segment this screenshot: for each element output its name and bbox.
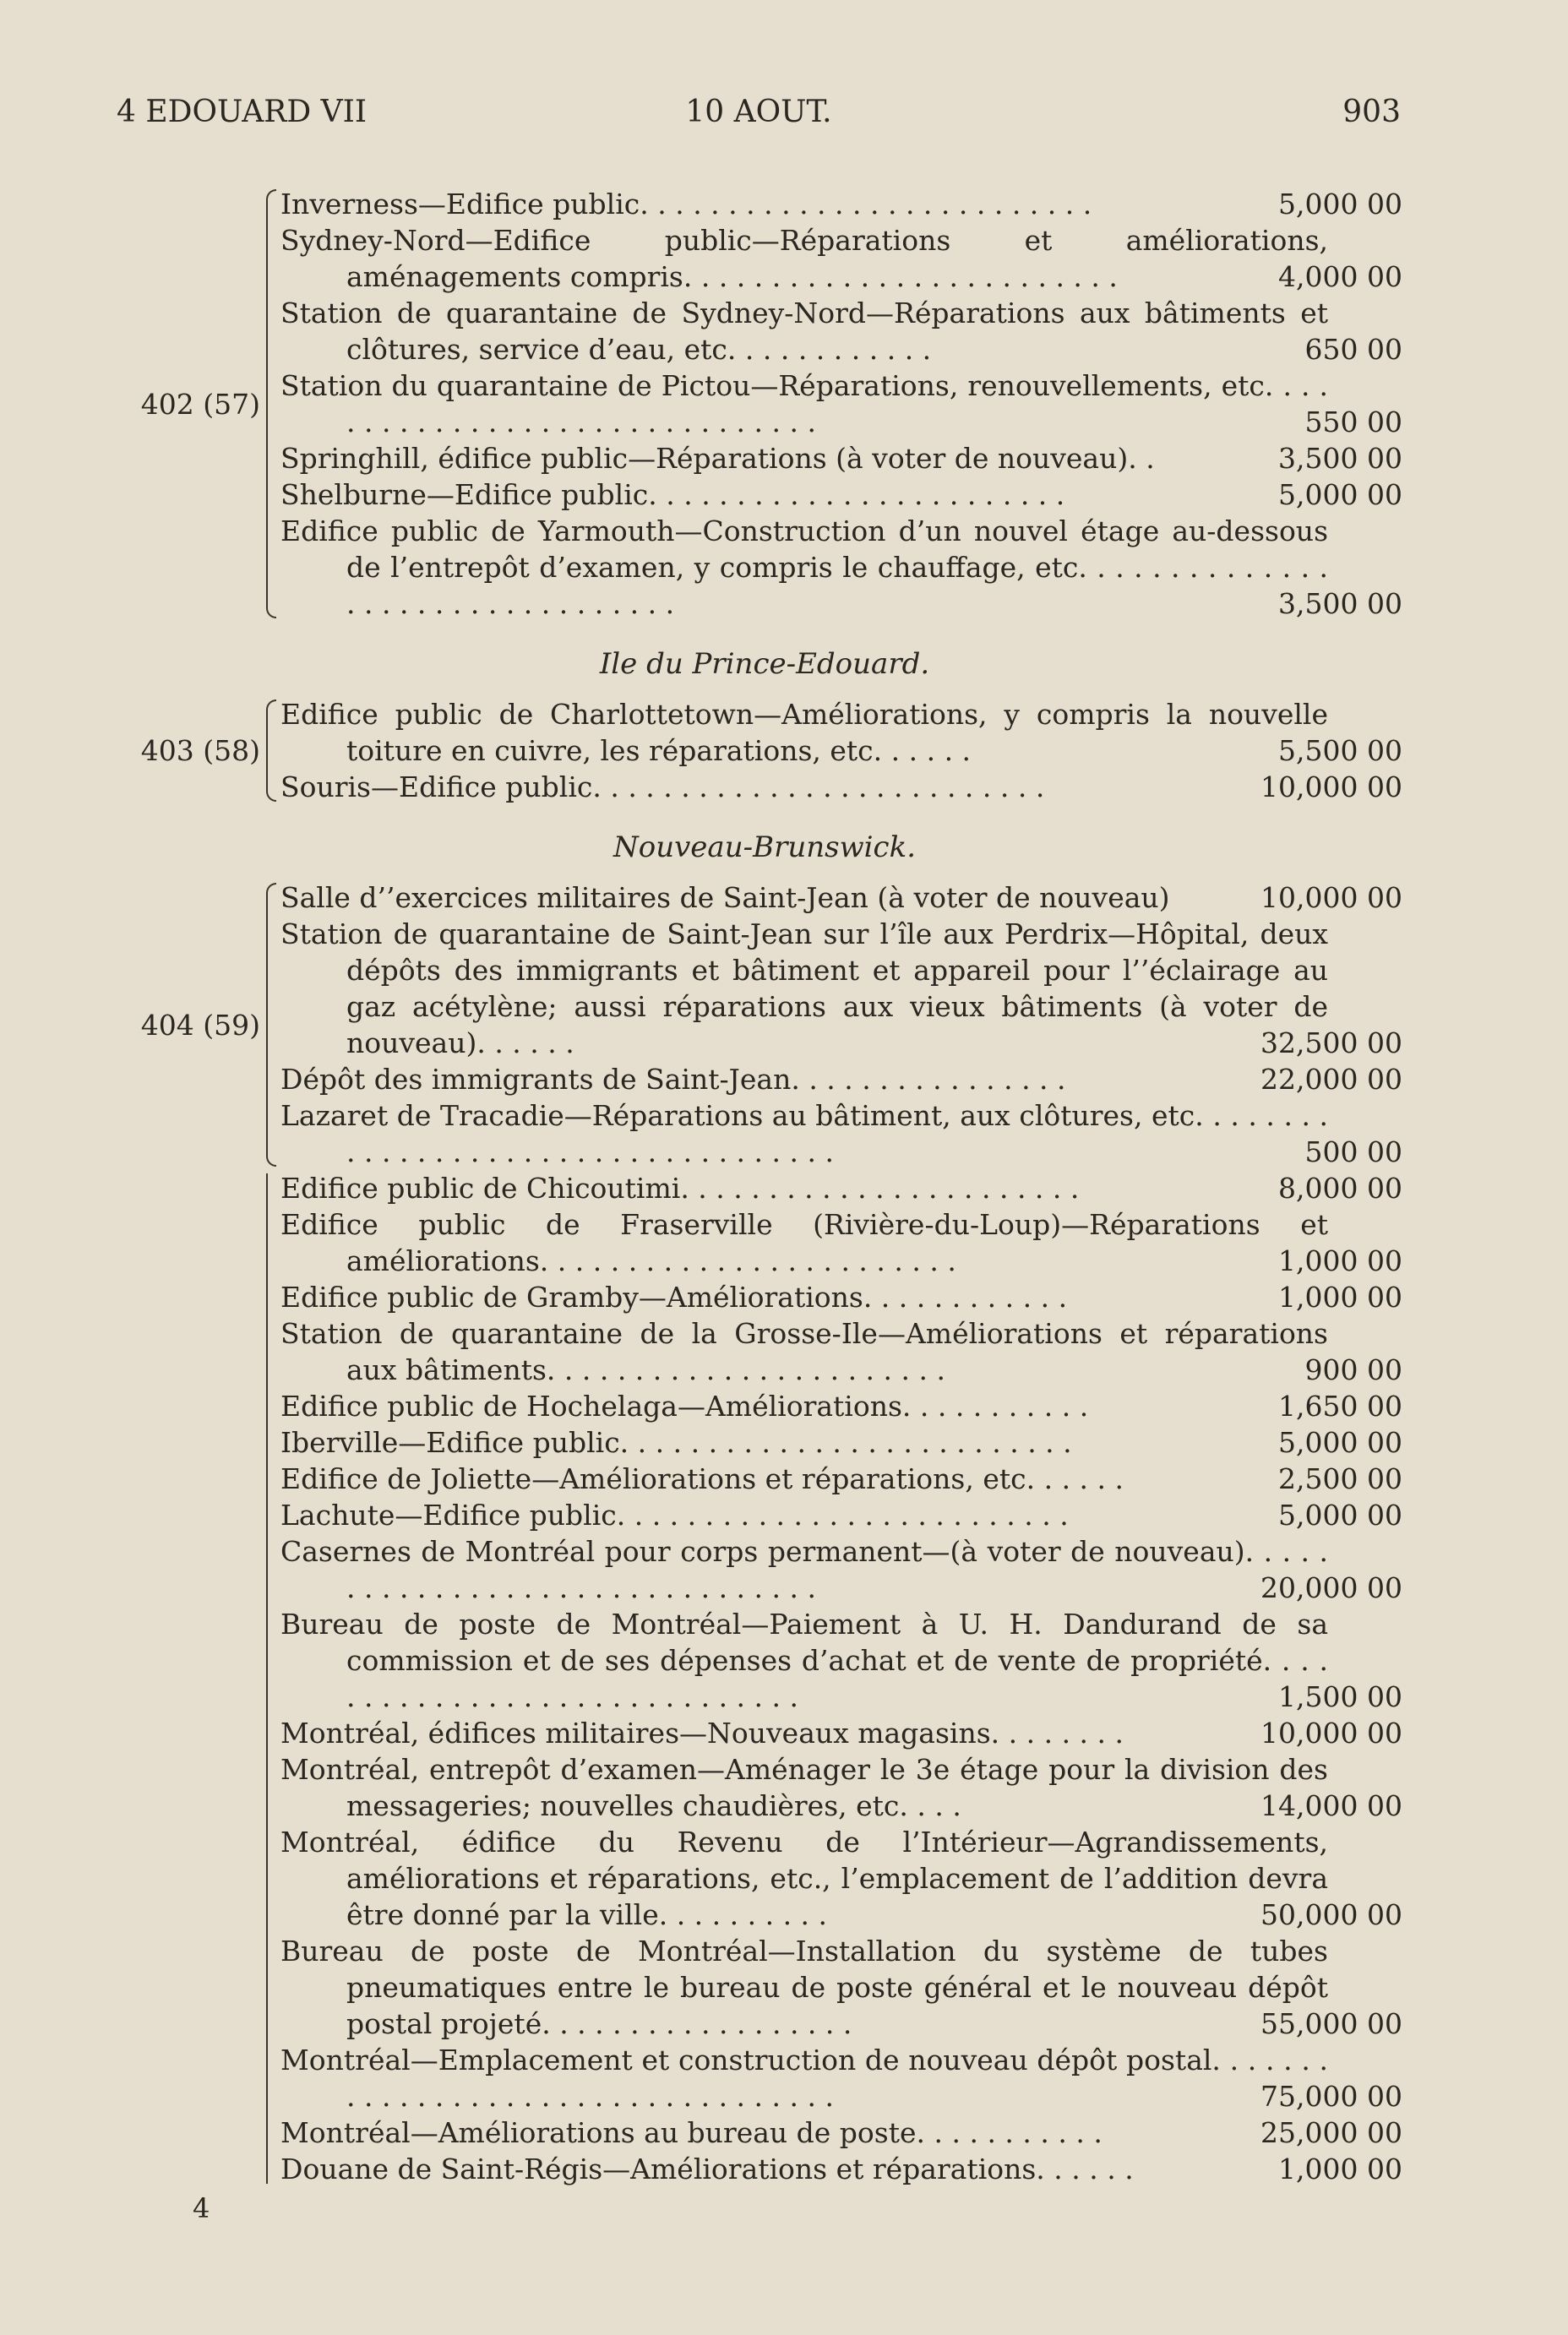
section-heading: Nouveau-Brunswick. — [612, 830, 916, 864]
item-description: Edifice public de Fraserville (Rivière-du-Loup)—Réparations et améliorations. . . . . . . . . . . . . . . . . . . . . . . . — [280, 1208, 1328, 1277]
line-item — [280, 916, 1402, 1061]
item-description: Dépôt des immigrants de Saint-Jean. . . . . . . . . . . . . . . . — [280, 1063, 1066, 1096]
item-amount: 22,000 00 — [1260, 1063, 1402, 1096]
section — [118, 186, 1402, 622]
item-amount: 650 00 — [1304, 333, 1402, 366]
item-amount: 14,000 00 — [1260, 1789, 1402, 1822]
item-amount: 1,500 00 — [1278, 1680, 1402, 1713]
line-item — [280, 1315, 1402, 1388]
line-item — [280, 696, 1402, 769]
item-amount: 55,000 00 — [1260, 2007, 1402, 2040]
item-amount: 550 00 — [1304, 405, 1402, 438]
section — [118, 622, 1402, 805]
item-description: Montréal, édifices militaires—Nouveaux magasins. . . . . . . . — [280, 1717, 1124, 1750]
line-item — [280, 2151, 1402, 2187]
group-bracket — [266, 883, 276, 1167]
item-description: Montréal, édifice du Revenu de l’Intérieur—Agrandissements, améliorations et réparations, etc., l’emplacement de l’addition devra être donné par la ville. . . . . . . . . . — [280, 1826, 1328, 1931]
line-item — [280, 1824, 1402, 1933]
item-amount: 500 00 — [1304, 1135, 1402, 1168]
line-item — [280, 769, 1402, 805]
item-amount: 3,500 00 — [1278, 442, 1402, 475]
line-item — [280, 2042, 1402, 2115]
line-item — [280, 879, 1402, 916]
vote-group — [118, 1170, 1402, 2187]
item-amount: 1,650 00 — [1278, 1390, 1402, 1423]
section-heading: Ile du Prince-Edouard. — [599, 647, 930, 681]
item-amount: 10,000 00 — [1260, 1717, 1402, 1750]
vote-number: 404 (59) — [140, 1008, 260, 1042]
line-item — [280, 1206, 1402, 1279]
item-description: Montréal—Emplacement et construction de nouveau dépôt postal. . . . . . . . . . . . . . . . . . . . . . . . . . . . . . . . . . . — [280, 2044, 1328, 2113]
item-amount: 20,000 00 — [1260, 1571, 1402, 1604]
line-item — [280, 367, 1402, 440]
line-item — [280, 440, 1402, 476]
item-description: Station de quarantaine de Saint-Jean sur l’île aux Perdrix—Hôpital, deux dépôts des immigrants et bâtiment et appareil pour l’’éclairage au gaz acétylène; aussi réparations aux vieux bâtiments (à voter de nouveau). . . . . . — [280, 917, 1328, 1059]
line-item — [280, 1061, 1402, 1097]
item-amount: 25,000 00 — [1260, 2116, 1402, 2149]
group-bracket — [266, 1173, 276, 2184]
item-description: Shelburne—Edifice public. . . . . . . . . . . . . . . . . . . . . . . . — [280, 478, 1065, 511]
header-center: 10 AOUT. — [685, 95, 832, 129]
item-amount: 75,000 00 — [1260, 2080, 1402, 2113]
item-amount: 1,000 00 — [1278, 2153, 1402, 2185]
line-item — [280, 1933, 1402, 2042]
item-description: Bureau de poste de Montréal—Paiement à U. H. Dandurand de sa commission et de ses dépenses d’achat et de vente de propriété. . . . . . . . . . . . . . . . . . . . . . . . . . . . . . — [280, 1608, 1328, 1713]
item-description: Casernes de Montréal pour corps permanent—(à voter de nouveau). . . . . . . . . . . . . . . . . . . . . . . . . . . . . . . . — [280, 1535, 1328, 1604]
item-description: Montréal, entrepôt d’examen—Aménager le 3e étage pour la division des messageries; nouvelles chaudières, etc. . . . — [280, 1753, 1328, 1822]
line-item — [280, 2115, 1402, 2151]
item-description: Edifice public de Charlottetown—Améliorations, y compris la nouvelle toiture en cuivre, les réparations, etc. . . . . . — [280, 698, 1328, 767]
item-description: Montréal—Améliorations au bureau de poste. . . . . . . . . . . — [280, 2116, 1102, 2149]
line-item — [280, 1715, 1402, 1751]
line-item — [280, 1097, 1402, 1170]
section — [118, 805, 1402, 2187]
item-amount: 10,000 00 — [1260, 770, 1402, 803]
vote-number: 403 (58) — [140, 734, 260, 767]
item-amount: 5,000 00 — [1278, 188, 1402, 220]
estimates-list — [118, 186, 1402, 2187]
item-description: Edifice public de Yarmouth—Construction d’un nouvel étage au-dessous de l’entrepôt d’examen, y compris le chauffage, etc. . . . . . . . . . . . . . . . . . . . . . . . . . . . . . . . . — [280, 514, 1328, 620]
header-left: 4 EDOUARD VII — [117, 95, 368, 129]
line-item — [280, 1170, 1402, 1206]
vote-group — [118, 879, 1402, 1170]
item-amount: 8,000 00 — [1278, 1172, 1402, 1205]
item-description: Iberville—Edifice public. . . . . . . . . . . . . . . . . . . . . . . . . . — [280, 1426, 1072, 1459]
item-amount: 32,500 00 — [1260, 1026, 1402, 1059]
page-header — [117, 95, 1401, 137]
item-description: Douane de Saint-Régis—Améliorations et réparations. . . . . . — [280, 2153, 1134, 2185]
line-item — [280, 186, 1402, 222]
signature-mark: 4 — [193, 2192, 210, 2224]
line-item — [280, 1751, 1402, 1824]
vote-group — [118, 696, 1402, 805]
vote-number: 402 (57) — [140, 387, 260, 421]
item-description: Edifice public de Gramby—Améliorations. . . . . . . . . . . . — [280, 1281, 1068, 1314]
item-description: Station du quarantaine de Pictou—Réparations, renouvellements, etc. . . . . . . . . . . . . . . . . . . . . . . . . . . . . . . — [280, 369, 1328, 438]
group-bracket — [266, 699, 276, 802]
item-description: Souris—Edifice public. . . . . . . . . . . . . . . . . . . . . . . . . . — [280, 770, 1045, 803]
item-amount: 5,000 00 — [1278, 478, 1402, 511]
line-item — [280, 1497, 1402, 1533]
item-description: Lachute—Edifice public. . . . . . . . . . . . . . . . . . . . . . . . . . — [280, 1499, 1069, 1532]
line-item — [280, 1279, 1402, 1315]
page-number: 903 — [1342, 95, 1401, 129]
item-amount: 4,000 00 — [1278, 260, 1402, 293]
item-description: Salle d’’exercices militaires de Saint-Jean (à voter de nouveau) — [280, 881, 1170, 914]
item-description: Inverness—Edifice public. . . . . . . . . . . . . . . . . . . . . . . . . . — [280, 188, 1092, 220]
line-item — [280, 1388, 1402, 1424]
line-item — [280, 1424, 1402, 1461]
item-amount: 1,000 00 — [1278, 1244, 1402, 1277]
item-description: Station de quarantaine de la Grosse-Ile—Améliorations et réparations aux bâtiments. . . . . . . . . . . . . . . . . . . . . . . — [280, 1317, 1328, 1386]
line-item — [280, 222, 1402, 295]
group-bracket — [266, 189, 276, 618]
item-description: Station de quarantaine de Sydney-Nord—Réparations aux bâtiments et clôtures, service d’eau, etc. . . . . . . . . . . . — [280, 297, 1328, 366]
line-item — [280, 1606, 1402, 1715]
item-amount: 5,000 00 — [1278, 1426, 1402, 1459]
item-amount: 900 00 — [1304, 1353, 1402, 1386]
item-amount: 5,500 00 — [1278, 734, 1402, 767]
item-description: Bureau de poste de Montréal—Installation du système de tubes pneumatiques entre le bureau de poste général et le nouveau dépôt postal projeté. . . . . . . . . . . . . . . . . . — [280, 1935, 1328, 2040]
item-amount: 1,000 00 — [1278, 1281, 1402, 1314]
item-description: Sydney-Nord—Edifice public—Réparations et améliorations, aménagements compris. . . . . . . . . . . . . . . . . . . . . . . . . — [280, 224, 1328, 293]
item-description: Lazaret de Tracadie—Réparations au bâtiment, aux clôtures, etc. . . . . . . . . . . . . . . . . . . . . . . . . . . . . . . . . . . . — [280, 1099, 1328, 1168]
item-description: Edifice de Joliette—Améliorations et réparations, etc. . . . . . — [280, 1462, 1124, 1495]
line-item — [280, 513, 1402, 622]
vote-group — [118, 186, 1402, 622]
item-amount: 3,500 00 — [1278, 587, 1402, 620]
item-amount: 50,000 00 — [1260, 1898, 1402, 1931]
item-amount: 2,500 00 — [1278, 1462, 1402, 1495]
line-item — [280, 476, 1402, 513]
line-item — [280, 1533, 1402, 1606]
item-description: Edifice public de Chicoutimi. . . . . . . . . . . . . . . . . . . . . . . — [280, 1172, 1080, 1205]
item-amount: 10,000 00 — [1260, 881, 1402, 914]
line-item — [280, 1461, 1402, 1497]
item-amount: 5,000 00 — [1278, 1499, 1402, 1532]
line-item — [280, 295, 1402, 367]
item-description: Springhill, édifice public—Réparations (à voter de nouveau). . — [280, 442, 1155, 475]
item-description: Edifice public de Hochelaga—Améliorations. . . . . . . . . . . — [280, 1390, 1089, 1423]
